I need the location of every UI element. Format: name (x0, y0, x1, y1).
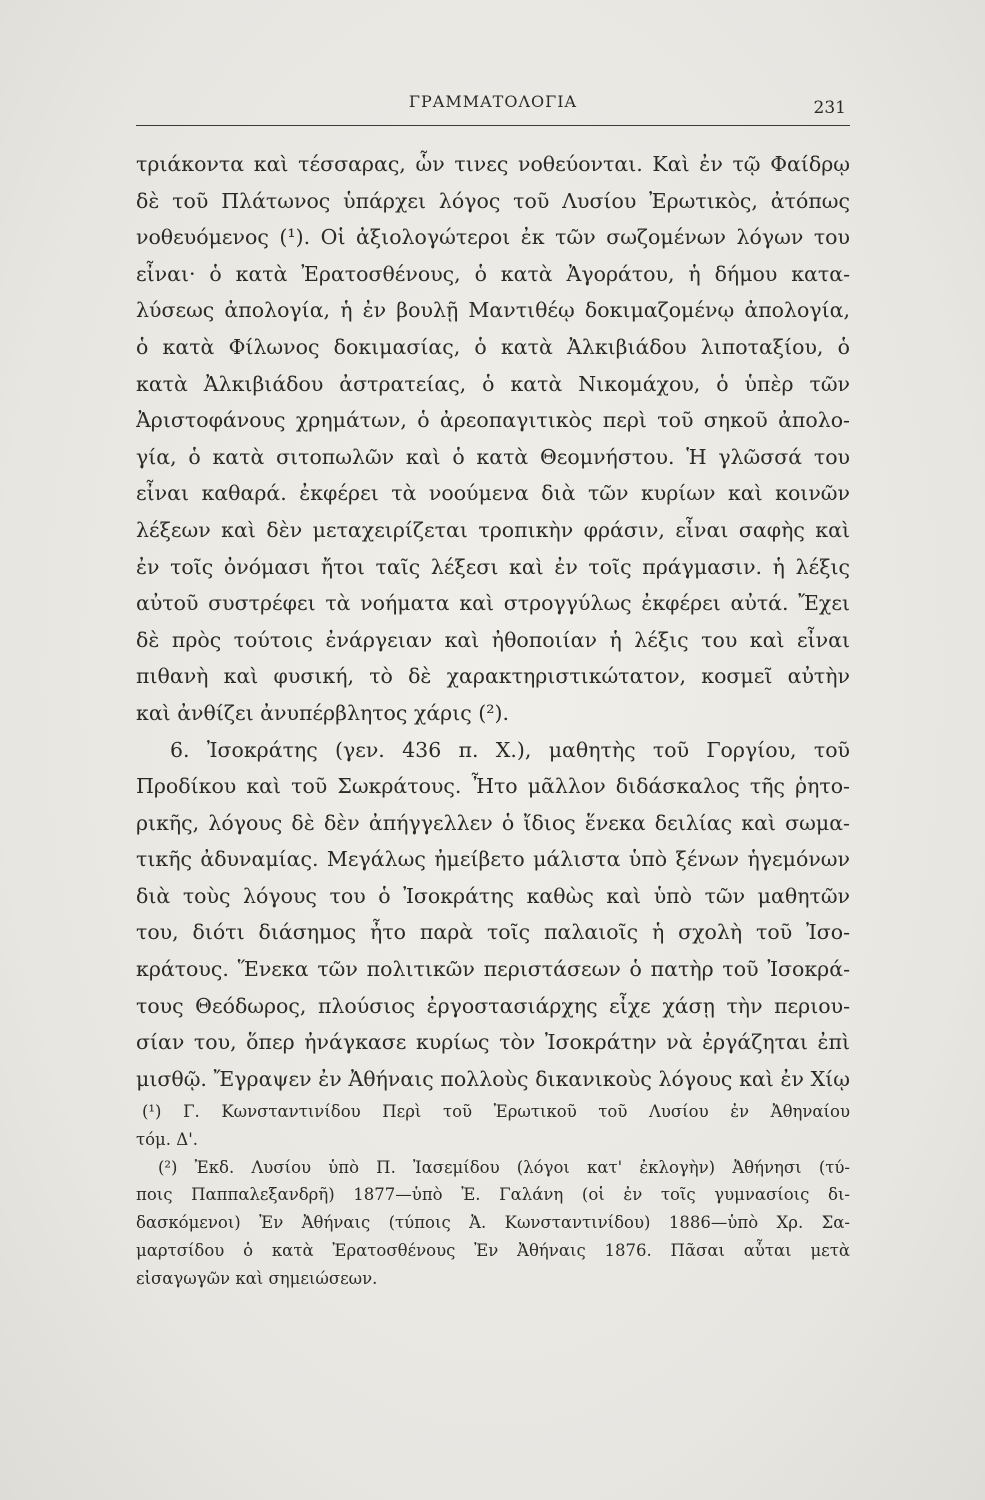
text-line: τους Θεόδωρος, πλούσιος ἐργοστασιάρχης εἶχε χάσῃ τὴν περιου- (136, 993, 850, 1018)
text-line: λύσεως ἀπολογία, ἡ ἐν βουλῇ Μαντιθέῳ δοκιμαζομένῳ ἀπολογία, (136, 298, 850, 323)
text-line: διὰ τοὺς λόγους του ὁ Ἰσοκράτης καθὼς καὶ ὑπὸ τῶν μαθητῶν (136, 883, 850, 908)
text-line: ἐν τοῖς ὀνόμασι ἤτοι ταῖς λέξεσι καὶ ἐν τοῖς πράγμασιν. ἡ λέξις (136, 554, 850, 579)
text-line: Προδίκου καὶ τοῦ Σωκράτους. Ἦτο μᾶλλον διδάσκαλος τῆς ῥητο- (136, 774, 850, 799)
text-line: λέξεων καὶ δὲν μεταχειρίζεται τροπικὴν φράσιν, εἶναι σαφὴς καὶ (136, 517, 850, 542)
main-text (136, 146, 850, 1097)
text-line: τριάκοντα καὶ τέσσαρας, ὧν τινες νοθεύονται. Καὶ ἐν τῷ Φαίδρῳ (136, 152, 850, 176)
text-line: Ἀριστοφάνους χρημάτων, ὁ ἀρεοπαγιτικὸς περὶ τοῦ σηκοῦ ἀπολο- (136, 408, 850, 433)
text-line: γία, ὁ κατὰ σιτοπωλῶν καὶ ὁ κατὰ Θεομνήστου. Ἡ γλῶσσά του (136, 444, 850, 469)
text-line: ὁ κατὰ Φίλωνος δοκιμασίας, ὁ κατὰ Ἀλκιβιάδου λιποταξίου, ὁ (136, 334, 850, 359)
footnote-line: (¹) Γ. Κωνσταντινίδου Περὶ τοῦ Ἐρωτικοῦ τοῦ Λυσίου ἐν Ἀθηναίου (142, 1102, 850, 1121)
text-line: εἶναι καθαρά. ἐκφέρει τὰ νοούμενα διὰ τῶν κυρίων καὶ κοινῶν (136, 481, 850, 506)
text-line: νοθευόμενος (¹). Οἱ ἀξιολογώτεροι ἐκ τῶν σωζομένων λόγων του (136, 225, 850, 250)
text-line: καὶ ἀνθίζει ἀνυπέρβλητος χάρις (²). (136, 700, 509, 725)
text-line: του, διότι διάσημος ἦτο παρὰ τοῖς παλαιοῖς ἡ σχολὴ τοῦ Ἰσο- (136, 920, 850, 945)
footnote-line: (²) Ἐκδ. Λυσίου ὑπὸ Π. Ἰασεμίδου (λόγοι κατ' ἐκλογὴν) Ἀθήνησι (τύ- (158, 1157, 850, 1177)
footnotes (136, 1098, 850, 1293)
text-line: κράτους. Ἕνεκα τῶν πολιτικῶν περιστάσεων ὁ πατὴρ τοῦ Ἰσοκρά- (136, 957, 850, 982)
text-line: τικῆς ἀδυναμίας. Μεγάλως ἠμείβετο μάλιστα ὑπὸ ξένων ἡγεμόνων (136, 847, 850, 872)
section-heading-line: 6. Ἰσοκράτης (γεν. 436 π. Χ.), μαθητὴς τοῦ Γοργίου, τοῦ (170, 737, 850, 762)
footnote-line: ποις Παππαλεξανδρῆ) 1877—ὑπὸ Ἐ. Γαλάνη (οἱ ἐν τοῖς γυμνασίοις δι- (136, 1185, 850, 1205)
page-header (136, 92, 850, 126)
text-line: κατὰ Ἀλκιβιάδου ἀστρατείας, ὁ κατὰ Νικομάχου, ὁ ὑπὲρ τῶν (136, 371, 850, 396)
text-line: σίαν του, ὅπερ ἠνάγκασε κυρίως τὸν Ἰσοκράτην νὰ ἐργάζηται ἐπὶ (136, 1030, 850, 1055)
running-title: ΓΡΑΜΜΑΤΟΛΟΓΙΑ (408, 92, 578, 111)
page-number: 231 (813, 98, 846, 118)
text-line: αὐτοῦ συστρέφει τὰ νοήματα καὶ στρογγύλως ἐκφέρει αὐτά. Ἔχει (136, 591, 850, 616)
footnote-line: μαρτσίδου ὁ κατὰ Ἐρατοσθένους Ἐν Ἀθήναις 1876. Πᾶσαι αὗται μετὰ (136, 1240, 850, 1260)
text-line: δὲ πρὸς τούτοις ἐνάργειαν καὶ ἠθοποιίαν ἡ λέξις του καὶ εἶναι (136, 627, 850, 652)
text-line: δὲ τοῦ Πλάτωνος ὑπάρχει λόγος τοῦ Λυσίου Ἐρωτικὸς, ἀτόπως (136, 188, 850, 213)
text-line: πιθανὴ καὶ φυσική, τὸ δὲ χαρακτηριστικώτατον, κοσμεῖ αὐτὴν (136, 664, 850, 689)
header-rule (136, 125, 850, 126)
footnote-line: δασκόμενοι) Ἐν Ἀθήναις (τύποις Ἀ. Κωνσταντινίδου) 1886—ὑπὸ Χρ. Σα- (136, 1213, 850, 1233)
footnote-line: εἰσαγωγῶν καὶ σημειώσεων. (136, 1268, 378, 1288)
footnote-line: τόμ. Δ'. (136, 1129, 198, 1149)
text-line: ρικῆς, λόγους δὲ δὲν ἀπήγγελλεν ὁ ἴδιος ἕνεκα δειλίας καὶ σωμα- (136, 810, 850, 835)
text-line: εἶναι· ὁ κατὰ Ἐρατοσθένους, ὁ κατὰ Ἀγοράτου, ἡ δήμου κατα- (136, 261, 850, 286)
text-line: μισθῷ. Ἔγραψεν ἐν Ἀθήναις πολλοὺς δικανικοὺς λόγους καὶ ἐν Χίῳ (136, 1066, 850, 1091)
